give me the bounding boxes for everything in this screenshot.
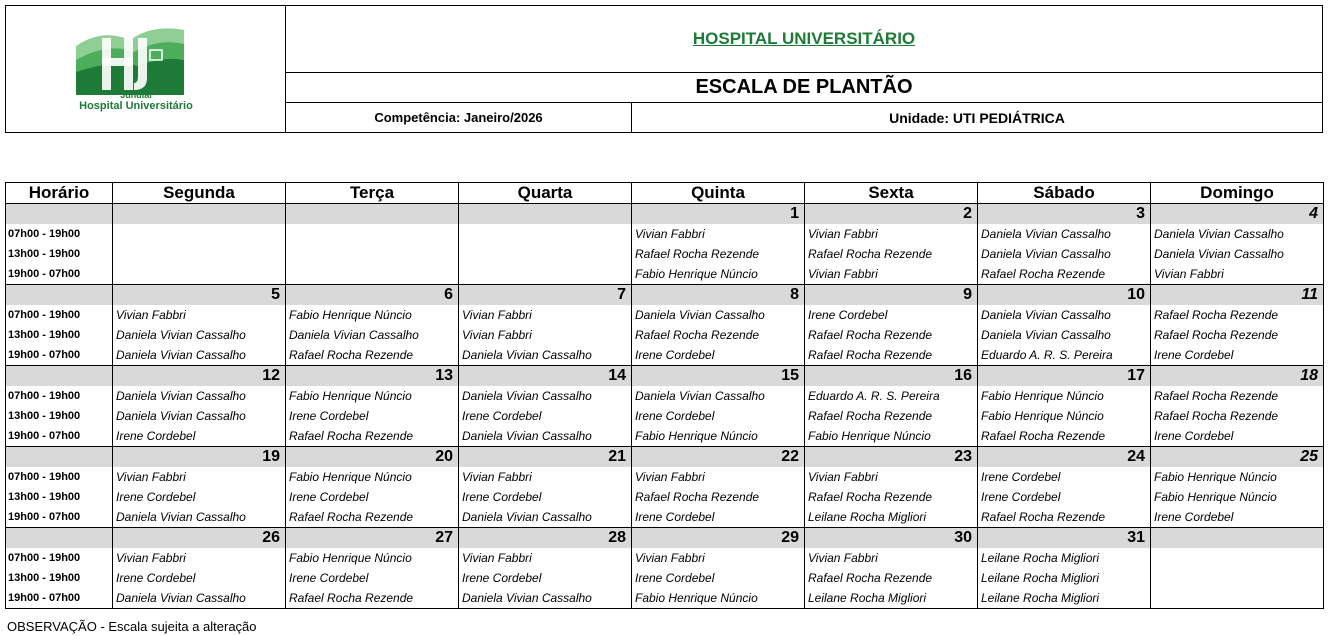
staff-name-cell: Fabio Henrique Núncio bbox=[805, 426, 978, 447]
day-number: 15 bbox=[632, 366, 805, 387]
staff-name-cell: Eduardo A. R. S. Pereira bbox=[978, 345, 1151, 366]
staff-name-cell: Daniela Vivian Cassalho bbox=[459, 426, 632, 447]
day-number: 7 bbox=[459, 285, 632, 306]
staff-name-cell: Irene Cordebel bbox=[1151, 426, 1324, 447]
staff-name-cell bbox=[1151, 568, 1324, 588]
staff-name-cell: Leilane Rocha Migliori bbox=[978, 588, 1151, 609]
shift-row bbox=[6, 386, 1324, 406]
day-number: 24 bbox=[978, 447, 1151, 468]
day-number: 10 bbox=[978, 285, 1151, 306]
shift-time-label: 19h00 - 07h00 bbox=[6, 588, 113, 609]
staff-name-cell: Irene Cordebel bbox=[632, 507, 805, 528]
staff-name-cell: Irene Cordebel bbox=[113, 568, 286, 588]
day-number: 25 bbox=[1151, 447, 1324, 468]
day-number bbox=[113, 204, 286, 225]
shift-row bbox=[6, 345, 1324, 366]
day-number: 12 bbox=[113, 366, 286, 387]
staff-name-cell: Vivian Fabbri bbox=[459, 548, 632, 568]
hospital-title: HOSPITAL UNIVERSITÁRIO bbox=[286, 6, 1322, 73]
staff-name-cell bbox=[286, 244, 459, 264]
day-number: 14 bbox=[459, 366, 632, 387]
day-number: 11 bbox=[1151, 285, 1324, 306]
hospital-logo-icon bbox=[72, 20, 192, 95]
staff-name-cell: Daniela Vivian Cassalho bbox=[978, 325, 1151, 345]
day-number: 5 bbox=[113, 285, 286, 306]
staff-name-cell: Daniela Vivian Cassalho bbox=[286, 325, 459, 345]
logo-name-text: Hospital Universitário bbox=[79, 100, 193, 112]
competencia-label: Competência: Janeiro/2026 bbox=[286, 103, 632, 132]
staff-name-cell: Irene Cordebel bbox=[113, 426, 286, 447]
staff-name-cell: Fabio Henrique Núncio bbox=[978, 386, 1151, 406]
staff-name-cell: Rafael Rocha Rezende bbox=[978, 507, 1151, 528]
shift-time-label: 13h00 - 19h00 bbox=[6, 568, 113, 588]
staff-name-cell: Irene Cordebel bbox=[113, 487, 286, 507]
header-block bbox=[5, 5, 1323, 133]
column-header-terca: Terça bbox=[286, 183, 459, 204]
staff-name-cell: Daniela Vivian Cassalho bbox=[113, 588, 286, 609]
staff-name-cell: Irene Cordebel bbox=[1151, 507, 1324, 528]
staff-name-cell: Vivian Fabbri bbox=[459, 325, 632, 345]
day-number bbox=[286, 204, 459, 225]
staff-name-cell: Fabio Henrique Núncio bbox=[978, 406, 1151, 426]
shift-time-label: 13h00 - 19h00 bbox=[6, 487, 113, 507]
week-header-blank bbox=[6, 366, 113, 387]
schedule-body bbox=[6, 204, 1324, 609]
staff-name-cell: Daniela Vivian Cassalho bbox=[632, 386, 805, 406]
staff-name-cell: Daniela Vivian Cassalho bbox=[459, 386, 632, 406]
staff-name-cell bbox=[1151, 548, 1324, 568]
shift-time-label: 19h00 - 07h00 bbox=[6, 507, 113, 528]
day-number: 23 bbox=[805, 447, 978, 468]
staff-name-cell bbox=[459, 224, 632, 244]
shift-row bbox=[6, 406, 1324, 426]
staff-name-cell: Irene Cordebel bbox=[286, 568, 459, 588]
staff-name-cell: Vivian Fabbri bbox=[632, 224, 805, 244]
staff-name-cell: Vivian Fabbri bbox=[805, 224, 978, 244]
staff-name-cell: Daniela Vivian Cassalho bbox=[459, 345, 632, 366]
shift-time-label: 13h00 - 19h00 bbox=[6, 406, 113, 426]
staff-name-cell: Vivian Fabbri bbox=[632, 548, 805, 568]
staff-name-cell: Daniela Vivian Cassalho bbox=[113, 386, 286, 406]
day-number bbox=[459, 204, 632, 225]
column-header-domingo: Domingo bbox=[1151, 183, 1324, 204]
staff-name-cell: Rafael Rocha Rezende bbox=[805, 345, 978, 366]
shift-row bbox=[6, 548, 1324, 568]
escala-title: ESCALA DE PLANTÃO bbox=[286, 73, 1322, 103]
column-header-quinta: Quinta bbox=[632, 183, 805, 204]
shift-row bbox=[6, 507, 1324, 528]
staff-name-cell: Vivian Fabbri bbox=[113, 548, 286, 568]
staff-name-cell: Rafael Rocha Rezende bbox=[1151, 386, 1324, 406]
staff-name-cell: Irene Cordebel bbox=[1151, 345, 1324, 366]
shift-row bbox=[6, 264, 1324, 285]
day-number: 1 bbox=[632, 204, 805, 225]
week-header-blank bbox=[6, 285, 113, 306]
logo-cell bbox=[6, 6, 286, 132]
column-header-sabado: Sábado bbox=[978, 183, 1151, 204]
staff-name-cell: Fabio Henrique Núncio bbox=[632, 264, 805, 285]
day-number: 28 bbox=[459, 528, 632, 549]
day-number: 13 bbox=[286, 366, 459, 387]
staff-name-cell: Vivian Fabbri bbox=[1151, 264, 1324, 285]
staff-name-cell: Vivian Fabbri bbox=[459, 467, 632, 487]
shift-time-label: 13h00 - 19h00 bbox=[6, 244, 113, 264]
shift-row bbox=[6, 325, 1324, 345]
day-number: 9 bbox=[805, 285, 978, 306]
staff-name-cell: Rafael Rocha Rezende bbox=[286, 507, 459, 528]
staff-name-cell: Rafael Rocha Rezende bbox=[1151, 406, 1324, 426]
day-number: 22 bbox=[632, 447, 805, 468]
staff-name-cell: Daniela Vivian Cassalho bbox=[978, 305, 1151, 325]
staff-name-cell: Daniela Vivian Cassalho bbox=[978, 244, 1151, 264]
staff-name-cell: Daniela Vivian Cassalho bbox=[632, 305, 805, 325]
week-header-blank bbox=[6, 447, 113, 468]
staff-name-cell bbox=[113, 244, 286, 264]
staff-name-cell: Daniela Vivian Cassalho bbox=[113, 325, 286, 345]
staff-name-cell: Rafael Rocha Rezende bbox=[1151, 305, 1324, 325]
column-header-horario: Horário bbox=[6, 183, 113, 204]
staff-name-cell: Fabio Henrique Núncio bbox=[632, 588, 805, 609]
column-header-segunda: Segunda bbox=[113, 183, 286, 204]
day-number: 16 bbox=[805, 366, 978, 387]
staff-name-cell: Daniela Vivian Cassalho bbox=[459, 588, 632, 609]
shift-time-label: 19h00 - 07h00 bbox=[6, 264, 113, 285]
week-header-row bbox=[6, 447, 1324, 468]
staff-name-cell: Vivian Fabbri bbox=[805, 548, 978, 568]
staff-name-cell: Rafael Rocha Rezende bbox=[632, 325, 805, 345]
staff-name-cell: Rafael Rocha Rezende bbox=[632, 487, 805, 507]
day-number: 19 bbox=[113, 447, 286, 468]
staff-name-cell: Daniela Vivian Cassalho bbox=[459, 507, 632, 528]
column-header-quarta: Quarta bbox=[459, 183, 632, 204]
staff-name-cell: Daniela Vivian Cassalho bbox=[113, 345, 286, 366]
day-number: 27 bbox=[286, 528, 459, 549]
staff-name-cell: Irene Cordebel bbox=[286, 406, 459, 426]
staff-name-cell: Fabio Henrique Núncio bbox=[1151, 467, 1324, 487]
staff-name-cell: Leilane Rocha Migliori bbox=[805, 588, 978, 609]
shift-time-label: 19h00 - 07h00 bbox=[6, 426, 113, 447]
staff-name-cell: Rafael Rocha Rezende bbox=[805, 325, 978, 345]
shift-time-label: 07h00 - 19h00 bbox=[6, 305, 113, 325]
staff-name-cell: Vivian Fabbri bbox=[632, 467, 805, 487]
staff-name-cell: Irene Cordebel bbox=[632, 406, 805, 426]
week-header-row bbox=[6, 528, 1324, 549]
staff-name-cell: Fabio Henrique Núncio bbox=[286, 305, 459, 325]
staff-name-cell: Leilane Rocha Migliori bbox=[805, 507, 978, 528]
day-number: 31 bbox=[978, 528, 1151, 549]
staff-name-cell: Leilane Rocha Migliori bbox=[978, 548, 1151, 568]
staff-name-cell: Irene Cordebel bbox=[459, 487, 632, 507]
staff-name-cell: Daniela Vivian Cassalho bbox=[1151, 224, 1324, 244]
week-header-blank bbox=[6, 528, 113, 549]
week-header-row bbox=[6, 204, 1324, 225]
unidade-label: Unidade: UTI PEDIÁTRICA bbox=[889, 109, 1065, 126]
staff-name-cell: Fabio Henrique Núncio bbox=[286, 467, 459, 487]
staff-name-cell bbox=[459, 244, 632, 264]
day-number: 21 bbox=[459, 447, 632, 468]
week-header-blank bbox=[6, 204, 113, 225]
shift-time-label: 07h00 - 19h00 bbox=[6, 224, 113, 244]
day-number: 2 bbox=[805, 204, 978, 225]
day-number: 18 bbox=[1151, 366, 1324, 387]
staff-name-cell: Irene Cordebel bbox=[978, 487, 1151, 507]
shift-time-label: 13h00 - 19h00 bbox=[6, 325, 113, 345]
day-number: 29 bbox=[632, 528, 805, 549]
shift-row bbox=[6, 426, 1324, 447]
staff-name-cell: Rafael Rocha Rezende bbox=[805, 487, 978, 507]
shift-time-label: 19h00 - 07h00 bbox=[6, 345, 113, 366]
staff-name-cell: Irene Cordebel bbox=[632, 568, 805, 588]
day-number: 26 bbox=[113, 528, 286, 549]
shift-row bbox=[6, 588, 1324, 609]
staff-name-cell: Rafael Rocha Rezende bbox=[805, 406, 978, 426]
staff-name-cell: Eduardo A. R. S. Pereira bbox=[805, 386, 978, 406]
schedule-table bbox=[5, 182, 1324, 609]
staff-name-cell: Irene Cordebel bbox=[805, 305, 978, 325]
day-number: 20 bbox=[286, 447, 459, 468]
staff-name-cell: Rafael Rocha Rezende bbox=[805, 244, 978, 264]
staff-name-cell: Vivian Fabbri bbox=[459, 305, 632, 325]
staff-name-cell: Vivian Fabbri bbox=[805, 467, 978, 487]
shift-row bbox=[6, 305, 1324, 325]
staff-name-cell: Irene Cordebel bbox=[978, 467, 1151, 487]
column-header-sexta: Sexta bbox=[805, 183, 978, 204]
day-number: 30 bbox=[805, 528, 978, 549]
day-number: 17 bbox=[978, 366, 1151, 387]
staff-name-cell: Vivian Fabbri bbox=[805, 264, 978, 285]
staff-name-cell: Daniela Vivian Cassalho bbox=[978, 224, 1151, 244]
staff-name-cell: Vivian Fabbri bbox=[113, 305, 286, 325]
shift-row bbox=[6, 487, 1324, 507]
staff-name-cell: Irene Cordebel bbox=[459, 568, 632, 588]
staff-name-cell: Rafael Rocha Rezende bbox=[286, 345, 459, 366]
staff-name-cell: Leilane Rocha Migliori bbox=[978, 568, 1151, 588]
staff-name-cell: Daniela Vivian Cassalho bbox=[113, 507, 286, 528]
shift-row bbox=[6, 224, 1324, 244]
staff-name-cell bbox=[113, 224, 286, 244]
staff-name-cell: Rafael Rocha Rezende bbox=[1151, 325, 1324, 345]
staff-name-cell: Fabio Henrique Núncio bbox=[1151, 487, 1324, 507]
shift-time-label: 07h00 - 19h00 bbox=[6, 548, 113, 568]
staff-name-cell: Rafael Rocha Rezende bbox=[286, 588, 459, 609]
column-header-row bbox=[6, 183, 1324, 204]
staff-name-cell: Rafael Rocha Rezende bbox=[978, 264, 1151, 285]
staff-name-cell: Fabio Henrique Núncio bbox=[632, 426, 805, 447]
staff-name-cell: Irene Cordebel bbox=[632, 345, 805, 366]
week-header-row bbox=[6, 366, 1324, 387]
staff-name-cell bbox=[286, 224, 459, 244]
staff-name-cell: Rafael Rocha Rezende bbox=[805, 568, 978, 588]
staff-name-cell: Rafael Rocha Rezende bbox=[632, 244, 805, 264]
staff-name-cell bbox=[113, 264, 286, 285]
day-number: 6 bbox=[286, 285, 459, 306]
shift-row bbox=[6, 568, 1324, 588]
staff-name-cell: Daniela Vivian Cassalho bbox=[113, 406, 286, 426]
staff-name-cell bbox=[459, 264, 632, 285]
staff-name-cell: Fabio Henrique Núncio bbox=[286, 548, 459, 568]
staff-name-cell: Rafael Rocha Rezende bbox=[978, 426, 1151, 447]
day-number bbox=[1151, 528, 1324, 549]
logo-city-text: Jundiaí bbox=[120, 90, 152, 100]
day-number: 4 bbox=[1151, 204, 1324, 225]
observation-note: OBSERVAÇÃO - Escala sujeita a alteração bbox=[7, 619, 257, 634]
staff-name-cell bbox=[1151, 588, 1324, 609]
day-number: 8 bbox=[632, 285, 805, 306]
shift-time-label: 07h00 - 19h00 bbox=[6, 467, 113, 487]
staff-name-cell: Irene Cordebel bbox=[286, 487, 459, 507]
staff-name-cell: Vivian Fabbri bbox=[113, 467, 286, 487]
staff-name-cell: Irene Cordebel bbox=[459, 406, 632, 426]
shift-row bbox=[6, 467, 1324, 487]
week-header-row bbox=[6, 285, 1324, 306]
staff-name-cell: Rafael Rocha Rezende bbox=[286, 426, 459, 447]
day-number: 3 bbox=[978, 204, 1151, 225]
shift-row bbox=[6, 244, 1324, 264]
staff-name-cell: Fabio Henrique Núncio bbox=[286, 386, 459, 406]
staff-name-cell bbox=[286, 264, 459, 285]
shift-time-label: 07h00 - 19h00 bbox=[6, 386, 113, 406]
staff-name-cell: Daniela Vivian Cassalho bbox=[1151, 244, 1324, 264]
